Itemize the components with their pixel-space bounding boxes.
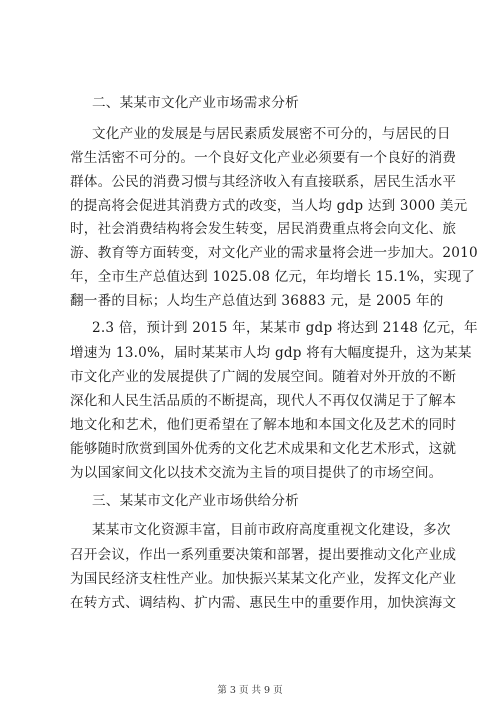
- paragraph-line: 文化产业的发展是与居民素质发展密不可分的，与居民的日: [92, 126, 451, 142]
- section-heading-demand: 二、某某市文化产业市场需求分析: [92, 95, 299, 111]
- paragraph-line: 地文化和艺术，他们更希望在了解本地和本国文化及艺术的同时: [70, 417, 457, 433]
- section-heading-supply: 三、某某市文化产业市场供给分析: [92, 493, 299, 509]
- paragraph-line: 召开会议，作出一系列重要决策和部署，提出要推动文化产业成: [70, 547, 457, 563]
- paragraph-line: 能够随时欣赏到国外优秀的文化艺术成果和文化艺术形式，这就: [70, 441, 457, 457]
- paragraph-line: 年，全市生产总值达到 1025.08 亿元，年均增长 15.1%，实现了: [70, 269, 476, 285]
- paragraph-line: 2.3 倍，预计到 2015 年，某某市 gdp 将达到 2148 亿元，年: [92, 320, 478, 336]
- paragraph-line: 市文化产业的发展提供了广阔的发展空间。随着对外开放的不断: [70, 369, 457, 385]
- paragraph-line: 增速为 13.0%，届时某某市人均 gdp 将有大幅度提升，这为某某: [70, 345, 472, 361]
- paragraph-line: 翻一番的目标；人均生产总值达到 36883 元，是 2005 年的: [70, 293, 444, 309]
- page-footer: 第 3 页 共 9 页: [217, 685, 283, 696]
- paragraph-line: 某某市文化资源丰富，目前市政府高度重视文化建设，多次: [92, 522, 451, 538]
- paragraph-line: 常生活密不可分的。一个良好文化产业必须要有一个良好的消费: [70, 150, 457, 166]
- paragraph-line: 为以国家间文化以技术交流为主旨的项目提供了的市场空间。: [70, 465, 443, 481]
- paragraph-line: 时，社会消费结构将会发生转变，居民消费重点将会向文化、旅: [70, 221, 457, 237]
- paragraph-line: 在转方式、调结构、扩内需、惠民生中的重要作用，加快滨海文: [70, 595, 457, 611]
- paragraph-line: 的提高将会促进其消费方式的改变，当人均 gdp 达到 3000 美元: [70, 198, 468, 214]
- paragraph-line: 深化和人民生活品质的不断提高，现代人不再仅仅满足于了解本: [70, 393, 457, 409]
- paragraph-line: 游、教育等方面转变，对文化产业的需求量将会进一步加大。2010: [70, 245, 478, 261]
- paragraph-line: 为国民经济支柱性产业。加快振兴某某文化产业，发挥文化产业: [70, 571, 457, 587]
- paragraph-line: 群体。公民的消费习惯与其经济收入有直接联系，居民生活水平: [70, 174, 457, 190]
